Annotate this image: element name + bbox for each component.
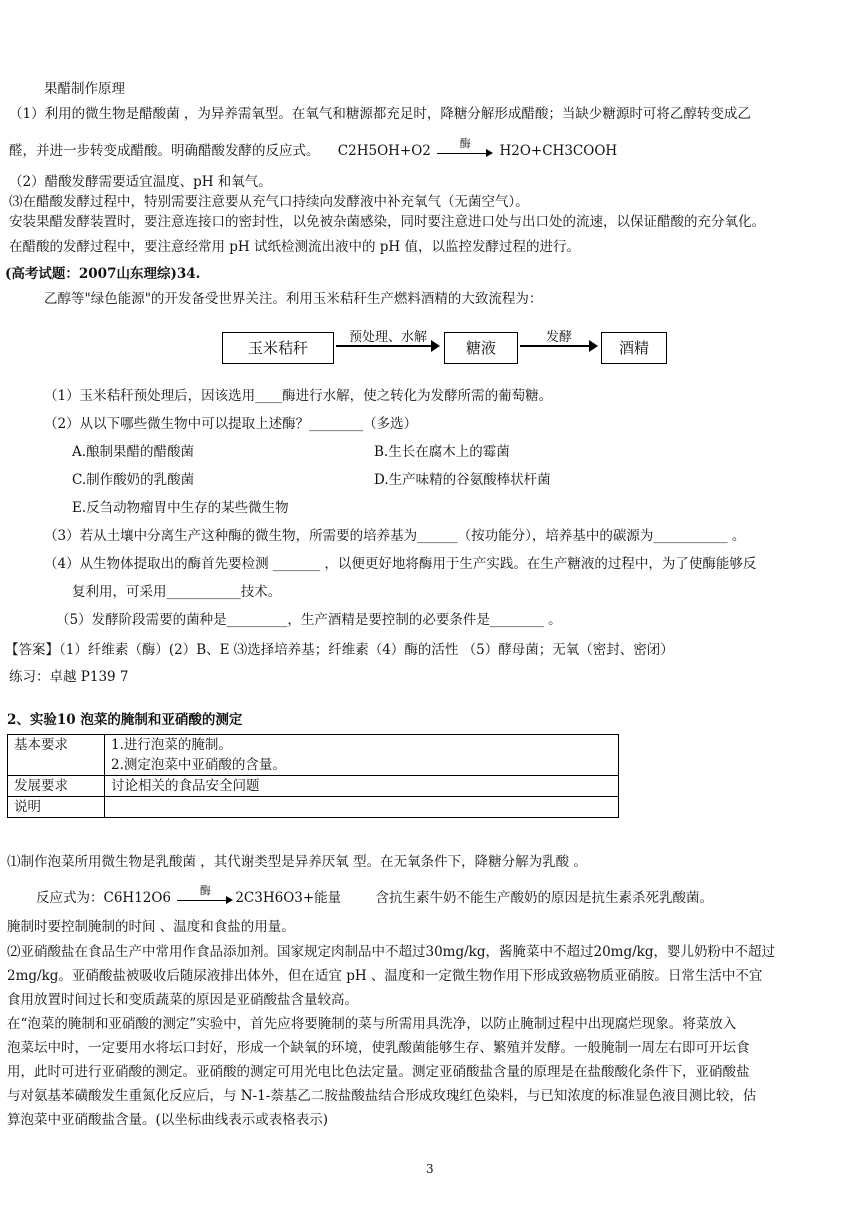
vinegar-p3: ⑶在醋酸发酵过程中，特别需要注意要从充气口持续向发酵液中补充氧气（无菌空气）。 <box>9 194 529 210</box>
row-basic-line2: 2.测定泡菜中亚硝酸的含量。 <box>111 757 286 773</box>
exp10-s4-line4: 与对氨基苯磺酸发生重氮化反应后，与 N-1-萘基乙二胺盐酸盐结合形成玫瑰红色染料，与已知浓度的标准显色液目测比较，估 <box>7 1088 757 1104</box>
vinegar-p5: 在醋酸的发酵过程中，要注意经常用 pH 试纸检测流出液中的 pH 值，以监控发酵过程的进行。 <box>9 239 580 255</box>
table-row <box>8 776 619 797</box>
exp10-s2: 腌制时要控制腌制的时间 、温度和食盐的用量。 <box>7 919 295 935</box>
flow-box-alcohol: 酒精 <box>601 332 667 364</box>
exam-q1: （1）玉米秸秆预处理后，因该选用____酶进行水解，使之转化为发酵所需的葡萄糖。 <box>44 388 553 404</box>
option-e: E.反刍动物瘤胃中生存的某些微生物 <box>72 500 289 516</box>
reaction-prefix: 反应式为： <box>36 890 104 906</box>
option-d: D.生产味精的谷氨酸棒状杆菌 <box>374 472 551 488</box>
table-row <box>8 797 619 818</box>
vinegar-p1-line1: （1）利用的微生物是醋酸菌 ，为异养需氧型。在氧气和糖源都充足时，降糖分解形成醋酸；当缺少糖源时可将乙醇转变成乙 <box>9 106 751 122</box>
row-basic-head: 基本要求 <box>8 735 105 776</box>
row-note-head: 说明 <box>8 797 105 818</box>
exp10-s3-line2: 2mg/kg。亚硝酸盐被吸收后随尿液排出体外，但在适宜 pH 、温度和一定微生物作用下形成致癌物质亚硝胺。日常生活中不宜 <box>7 968 763 984</box>
exam-answer: 【答案】（1）纤维素（酶）(2）B、E ⑶选择培养基；纤维素（4）酶的活性 （5）酵母菌；无氧（密封、密闭） <box>5 642 674 658</box>
exam-q4-line2: 复利用，可采用___________技术。 <box>72 584 282 600</box>
reaction-right: H2O+CH3COOH <box>499 143 618 159</box>
exp10-reaction <box>36 883 713 908</box>
row-develop-head: 发展要求 <box>8 776 105 797</box>
reaction-left: C6H12O6 <box>103 890 172 906</box>
exam-q5: （5）发酵阶段需要的菌种是_________，生产酒精是要控制的必要条件是________ 。 <box>56 612 562 628</box>
flow-arrow-ferment <box>520 328 598 358</box>
reaction-arrow <box>177 883 233 907</box>
reaction-left: C2H5OH+O2 <box>337 143 431 159</box>
row-basic-line1: 1.进行泡菜的腌制。 <box>111 737 232 753</box>
reaction-note: 含抗生素牛奶不能生产酸奶的原因是抗生素杀死乳酸菌。 <box>375 890 713 906</box>
vinegar-p1-text: 醛，并进一步转变成醋酸。明确醋酸发酵的反应式。 <box>9 143 320 159</box>
exp10-s4-line5: 算泡菜中亚硝酸盐含量。(以坐标曲线表示或表格表示) <box>7 1112 329 1128</box>
exam-heading: (高考试题：2007山东理综)34. <box>5 266 201 282</box>
exp10-s1: ⑴制作泡菜所用微生物是乳酸菌 ，其代谢类型是异养厌氧 型。在无氧条件下，降糖分解为乳酸 。 <box>7 854 587 870</box>
exp10-s3-line3: 食用放置时间过长和变质蔬菜的原因是亚硝酸盐含量较高。 <box>7 992 358 1008</box>
flow-box-straw: 玉米秸秆 <box>222 332 334 364</box>
flow-box-sugar: 糖液 <box>444 332 518 364</box>
exam-q2: （2）从以下哪些微生物中可以提取上述酶？________（多选） <box>44 416 418 432</box>
vinegar-p4: 安装果醋发酵装置时，要注意连接口的密封性，以免被杂菌感染，同时要注意进口处与出口处的流速，以保证醋酸的充分氧化。 <box>9 214 765 230</box>
exp10-s4-line3: 用，此时可进行亚硝酸的测定。亚硝酸的测定可用光电比色法定量。测定亚硝酸盐含量的原理是在盐酸酸化条件下，亚硝酸盐 <box>7 1064 750 1080</box>
flow-arrow-ferment-label: 发酵 <box>545 330 572 345</box>
exam-q4-line1: （4）从生物体提取出的酶首先要检测 _______ ，以便更好地将酶用于生产实践。在生产糖液的过程中，为了使酶能够反 <box>44 556 757 572</box>
flow-arrow-pretreat <box>336 328 440 358</box>
option-a: A.酿制果醋的醋酸菌 <box>72 444 195 460</box>
section-title-vinegar: 果醋制作原理 <box>44 81 125 97</box>
reaction-right: 2C3H6O3+能量 <box>235 890 342 906</box>
option-c: C.制作酸奶的乳酸菌 <box>72 472 195 488</box>
row-develop-value: 讨论相关的食品安全问题 <box>105 776 619 797</box>
requirements-table <box>7 734 619 818</box>
option-b: B.生长在腐木上的霉菌 <box>374 444 510 460</box>
page-number: 3 <box>426 1162 434 1176</box>
flow-arrow-pretreat-label: 预处理、水解 <box>348 330 427 345</box>
exam-intro: 乙醇等"绿色能源"的开发备受世界关注。利用玉米秸秆生产燃料酒精的大致流程为： <box>44 291 543 307</box>
row-basic-value <box>105 735 619 776</box>
exp10-s4-line2: 泡菜坛中时，一定要用水将坛口封好，形成一个缺氧的环境，使乳酸菌能够生存、繁殖并发酵。一般腌制一周左右即可开坛食 <box>7 1040 750 1056</box>
row-note-value <box>105 797 619 818</box>
vinegar-p1-line2 <box>9 136 618 161</box>
enzyme-label: 酶 <box>459 136 471 150</box>
exp10-s4-line1: 在“泡菜的腌制和亚硝酸的测定”实验中，首先应将要腌制的菜与所需用具洗净，以防止腌制过程中出现腐烂现象。将菜放入 <box>7 1016 737 1032</box>
exp10-heading: 2、实验10 泡菜的腌制和亚硝酸的测定 <box>7 712 243 728</box>
exp10-s3-line1: ⑵亚硝酸盐在食品生产中常用作食品添加剂。国家规定肉制品中不超过30mg/kg，酱腌菜中不超过20mg/kg，婴儿奶粉中不超过 <box>7 944 775 960</box>
exam-q3: （3）若从土壤中分离生产这种酶的微生物，所需要的培养基为______（按功能分），培养基中的碳源为___________ 。 <box>44 528 746 544</box>
reaction-arrow <box>437 136 493 160</box>
table-row <box>8 735 619 776</box>
vinegar-p2: （2）醋酸发酵需要适宜温度、pH 和氧气。 <box>9 174 272 190</box>
enzyme-label: 酶 <box>199 883 211 897</box>
exam-practice: 练习：卓越 P139 7 <box>9 669 129 685</box>
